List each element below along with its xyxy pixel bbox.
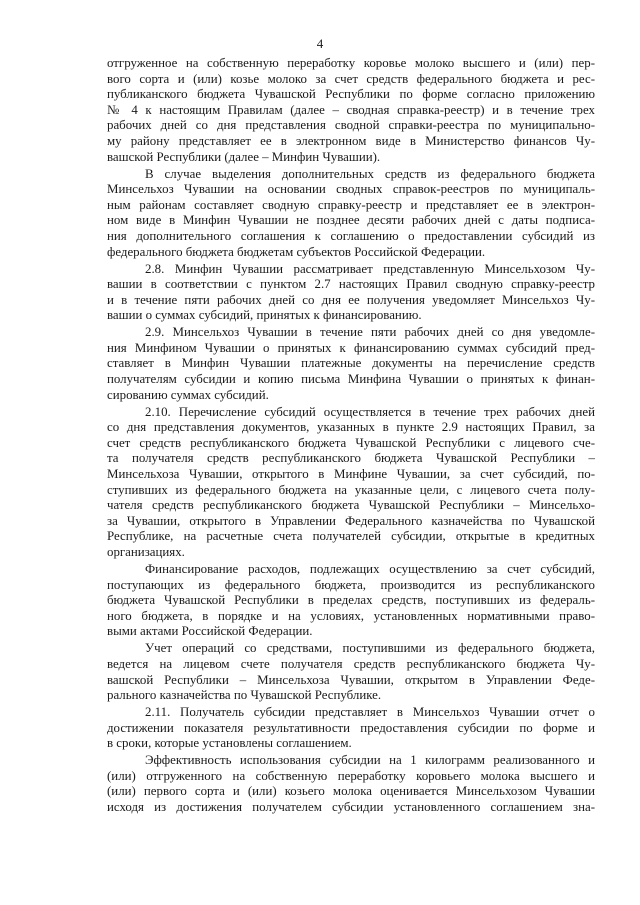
text-line: № 4 к настоящим Правилам (далее – сводная справка-реестр) и в течение трех <box>107 102 595 117</box>
text-line: Учет операций со средствами, поступившими из федерального бюджета, <box>145 641 595 656</box>
text-line: вашской Республики (далее – Минфин Чувашии). <box>107 149 381 164</box>
text-line: отгруженное на собственную переработку коровье молоко высшего и (или) пер- <box>107 56 595 70</box>
text-line: вашии в соответствии с пунктом 2.7 настоящих Правил сводную справку-реестр <box>107 277 595 292</box>
text-line: рабочих дней со дня представления сводной справки-реестра по муниципально- <box>107 118 595 133</box>
text-line: 2.10. Перечисление субсидий осуществляется в течение трех рабочих дней <box>145 404 595 419</box>
text-line: вашии о суммах субсидий, принятых к финансированию. <box>107 308 422 323</box>
text-line: ступивших из федерального бюджета на указанные цели, с лицевого счета полу- <box>107 482 595 497</box>
text-line: В случае выделения дополнительных средств из федерального бюджета <box>145 166 595 181</box>
text-line: достижении показателя результативности предоставления субсидии по форме и <box>107 720 595 735</box>
text-line: со дня представления документов, указанных в пункте 2.9 настоящих Правил, за <box>107 420 595 435</box>
text-line: в сроки, которые установлены соглашением. <box>107 736 352 751</box>
text-line: (или) отгруженного на собственную переработку коровьего молока высшего и <box>107 768 595 783</box>
text-line: ным районам составляет сводную справку-реестр и представляет ее в электрон- <box>107 197 595 212</box>
text-line: 2.8. Минфин Чувашии рассматривает представленную Минсельхозом Чу- <box>145 261 595 276</box>
text-line: ного бюджета, в порядке и на условиях, установленных нормативными право- <box>107 608 595 623</box>
text-line: ном виде в Минфин Чувашии не позднее десяти рабочих дней с даты подписа- <box>107 213 595 228</box>
text-line: вого сорта и (или) козье молоко за счет средств федерального бюджета и рес- <box>107 71 595 86</box>
text-line: за Чувашии, открытого в Управлении Федерального казначейства по Чувашской <box>107 513 595 528</box>
text-line: организациях. <box>107 544 185 559</box>
text-line: выми актами Российской Федерации. <box>107 624 313 639</box>
document-body <box>107 56 595 816</box>
paragraph <box>107 325 595 403</box>
paragraph <box>107 405 595 561</box>
paragraph <box>107 262 595 324</box>
text-line: и в течение пяти рабочих дней со дня ее получения уведомляет Минсельхоз Чу- <box>107 292 595 307</box>
paragraph <box>107 705 595 752</box>
text-line: сированию суммах субсидий. <box>107 387 269 402</box>
paragraph <box>107 56 595 165</box>
text-line: Финансирование расходов, подлежащих осуществлению за счет субсидий, <box>145 561 595 576</box>
text-line: ставляет в Минфин Чувашии платежные документы на перечисление средств <box>107 356 595 371</box>
paragraph <box>107 641 595 703</box>
paragraph <box>107 167 595 261</box>
text-line: счет средств республиканского бюджета Чувашской Республики с лицевого сче- <box>107 435 595 450</box>
text-line: 2.11. Получатель субсидии представляет в Минсельхоз Чувашии отчет о <box>145 705 595 720</box>
text-line: Эффективность использования субсидии на 1 килограмм реализованного и <box>145 753 595 768</box>
text-line: Минсельхоза Чувашии, открытого в Минфине Чувашии, за счет субсидий, по- <box>107 467 595 481</box>
text-line: ния дополнительного соглашения к соглашению о предоставлении субсидий из <box>107 228 595 243</box>
text-line: получателям субсидии и копию письма Минфина Чувашии о принятых к финан- <box>107 372 595 387</box>
text-line: Республике, на расчетные счета получателей субсидии, открытые в кредитных <box>107 529 595 544</box>
text-line: бюджета Чувашской Республики в пределах средств, поступивших из федераль- <box>107 593 595 608</box>
paragraph <box>107 753 595 815</box>
text-line: ния Минфином Чувашии о принятых к финансированию суммах субсидий пред- <box>107 340 595 355</box>
paragraph <box>107 562 595 640</box>
text-line: му району представляет ее в электронном виде в Министерство финансов Чу- <box>107 133 595 148</box>
text-line: публиканского бюджета Чувашской Республики по форме согласно приложению <box>107 87 595 102</box>
text-line: Минсельхоз Чувашии на основании сводных справок-реестров по муниципаль- <box>107 182 595 197</box>
text-line: ведется на лицевом счете получателя средств республиканского бюджета Чу- <box>107 656 595 671</box>
text-line: рального казначейства по Чувашской Республике. <box>107 688 382 703</box>
text-line: чателя средств республиканского бюджета Чувашской Республики – Минсельхо- <box>107 498 595 513</box>
text-line: вашской Республики – Минсельхоза Чувашии, открытом в Управлении Феде- <box>107 672 595 687</box>
text-line: федерального бюджета бюджетам субъектов Российской Федерации. <box>107 244 486 259</box>
text-line: та получателя средств республиканского бюджета Чувашской Республики – <box>107 451 595 466</box>
text-line: поступающих из федерального бюджета, производится из республиканского <box>107 577 595 592</box>
text-line: 2.9. Минсельхоз Чувашии в течение пяти рабочих дней со дня уведомле- <box>145 325 595 340</box>
page-number: 4 <box>316 36 324 51</box>
text-line: исходя из достижения получателем субсидии установленного соглашением зна- <box>107 800 595 815</box>
text-line: (или) первого сорта и (или) козьего молока оценивается Минсельхозом Чувашии <box>107 784 595 799</box>
